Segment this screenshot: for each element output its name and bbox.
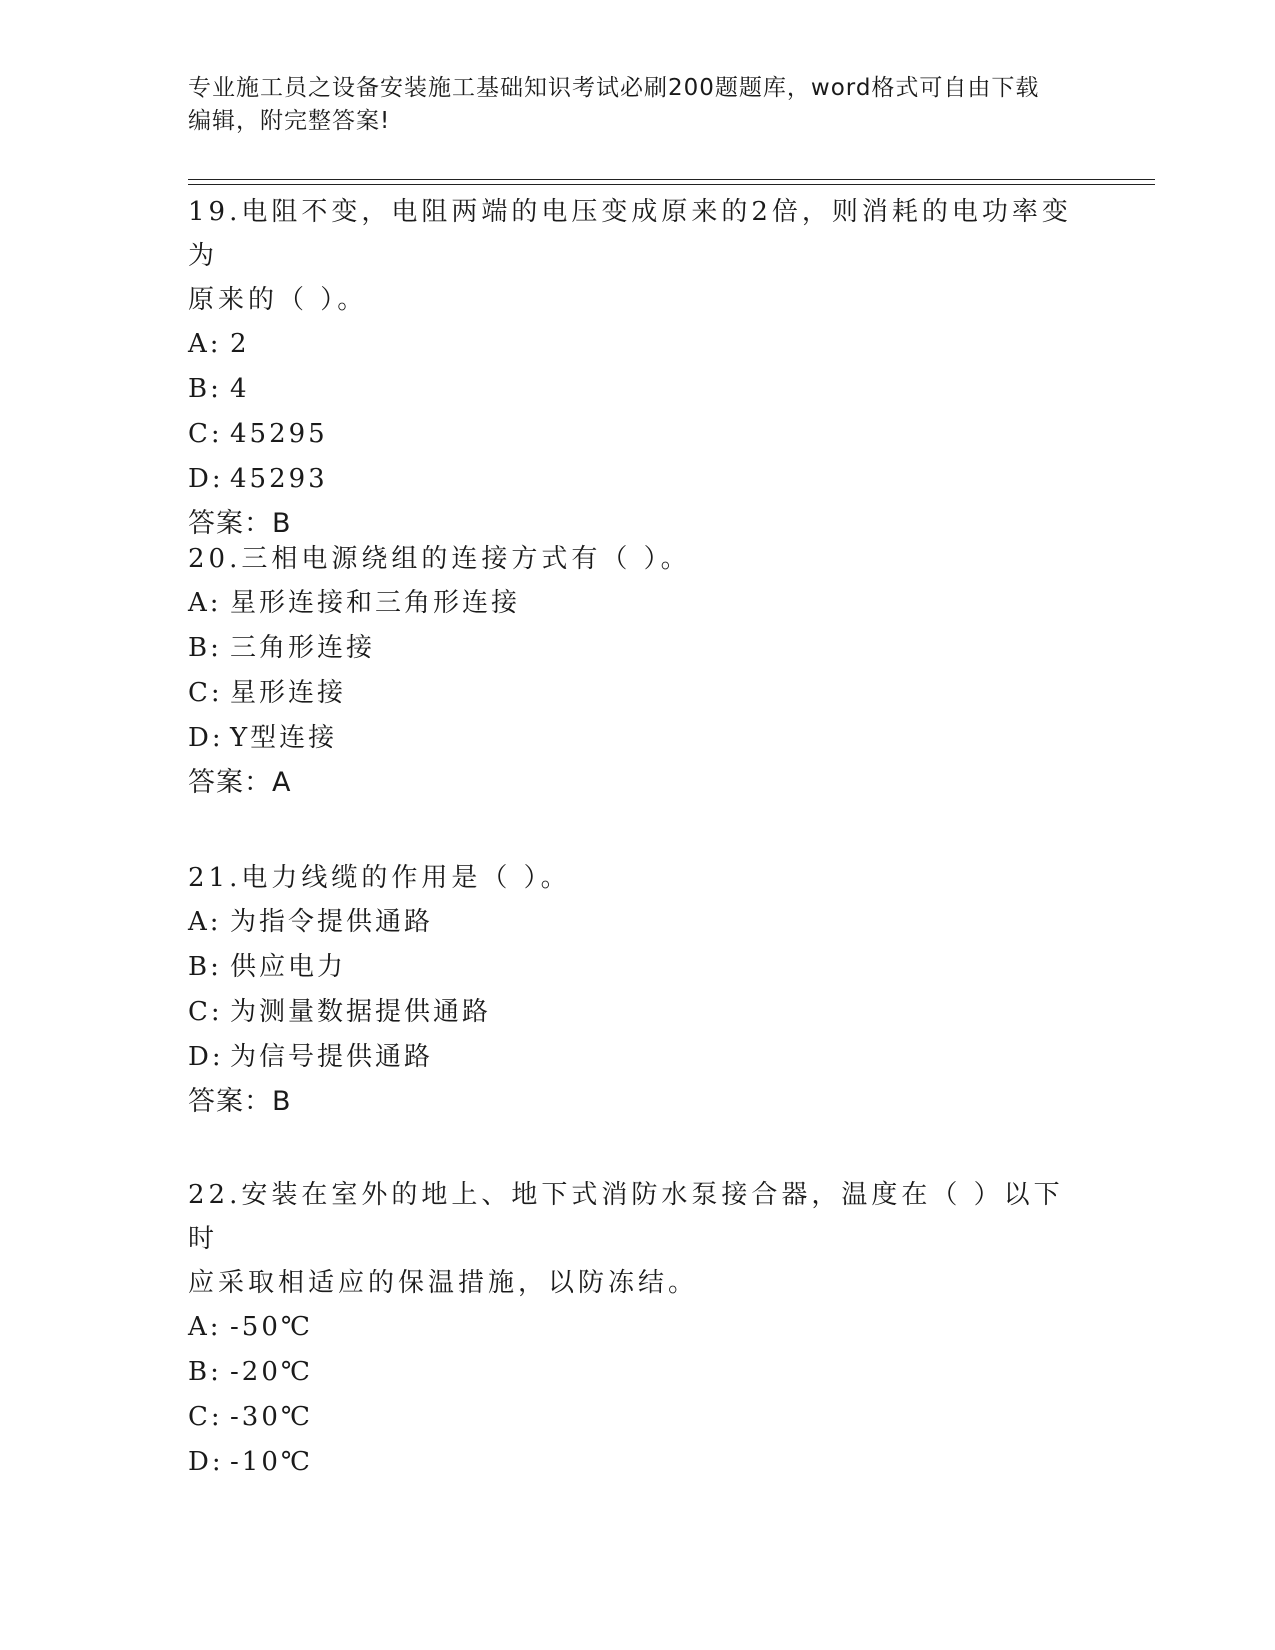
option-b	[188, 626, 1088, 671]
question-20	[188, 537, 1088, 805]
option-d	[188, 1440, 1088, 1485]
option-text: 2	[230, 329, 250, 359]
question-stem-line-2: 应采取相适应的保温措施，以防冻结。	[188, 1268, 699, 1298]
question-stem-line-1: 19.电阻不变，电阻两端的电压变成原来的2倍，则消耗的电功率变为	[188, 197, 1072, 271]
header-divider-bottom	[188, 184, 1155, 185]
question-22	[188, 1173, 1088, 1485]
option-c	[188, 990, 1088, 1035]
option-c	[188, 671, 1088, 716]
option-key: C:	[188, 997, 223, 1027]
option-text: -30℃	[230, 1402, 313, 1432]
question-19	[188, 190, 1088, 546]
option-text: 星形连接和三角形连接	[230, 588, 521, 618]
header-line-1: 专业施工员之设备安装施工基础知识考试必刷200题题库，word格式可自由下载	[188, 75, 1040, 101]
question-stem-line-1: 22.安装在室外的地上、地下式消防水泵接合器，温度在（ ）以下时	[188, 1180, 1064, 1254]
option-b	[188, 1350, 1088, 1395]
option-text: -20℃	[230, 1357, 313, 1387]
question-stem	[188, 537, 1088, 581]
option-text: 45295	[230, 419, 328, 449]
option-a	[188, 581, 1088, 626]
question-stem-line-2: 原来的（ ）。	[188, 285, 368, 315]
option-key: D:	[188, 464, 224, 494]
option-text: 为信号提供通路	[230, 1042, 434, 1072]
option-d	[188, 457, 1088, 502]
option-text: 星形连接	[230, 678, 347, 708]
document-header	[188, 72, 1088, 138]
question-stem	[188, 1173, 1088, 1305]
option-b	[188, 367, 1088, 412]
header-line-2: 编辑，附完整答案!	[188, 108, 391, 134]
option-text: Y型连接	[230, 723, 338, 753]
option-text: 为测量数据提供通路	[230, 997, 492, 1027]
option-key: D:	[188, 723, 224, 753]
option-key: B:	[188, 952, 222, 982]
option-text: 4	[230, 374, 250, 404]
option-b	[188, 945, 1088, 990]
option-a	[188, 1305, 1088, 1350]
option-key: D:	[188, 1447, 224, 1477]
option-d	[188, 1035, 1088, 1080]
option-c	[188, 1395, 1088, 1440]
option-key: C:	[188, 419, 223, 449]
option-text: 三角形连接	[230, 633, 376, 663]
option-a	[188, 322, 1088, 367]
option-text: 为指令提供通路	[230, 907, 434, 937]
option-d	[188, 716, 1088, 761]
option-key: C:	[188, 1402, 223, 1432]
question-stem	[188, 856, 1088, 900]
answer-text: 答案：B	[188, 508, 292, 539]
question-stem-line-1: 20.三相电源绕组的连接方式有（ ）。	[188, 544, 691, 574]
option-a	[188, 900, 1088, 945]
question-stem	[188, 190, 1088, 322]
option-key: A:	[188, 907, 222, 937]
option-key: B:	[188, 633, 222, 663]
answer-text: 答案：B	[188, 1086, 292, 1117]
option-text: -10℃	[230, 1447, 313, 1477]
option-key: A:	[188, 588, 222, 618]
option-key: B:	[188, 374, 222, 404]
option-key: D:	[188, 1042, 224, 1072]
question-stem-line-1: 21.电力线缆的作用是（ ）。	[188, 863, 571, 893]
question-21	[188, 856, 1088, 1124]
header-divider-top	[188, 179, 1155, 180]
option-c	[188, 412, 1088, 457]
answer-text: 答案：A	[188, 767, 292, 798]
option-text: 供应电力	[230, 952, 347, 982]
option-text: 45293	[230, 464, 328, 494]
option-key: A:	[188, 329, 222, 359]
option-key: A:	[188, 1312, 222, 1342]
option-key: B:	[188, 1357, 222, 1387]
option-key: C:	[188, 678, 223, 708]
option-text: -50℃	[230, 1312, 313, 1342]
